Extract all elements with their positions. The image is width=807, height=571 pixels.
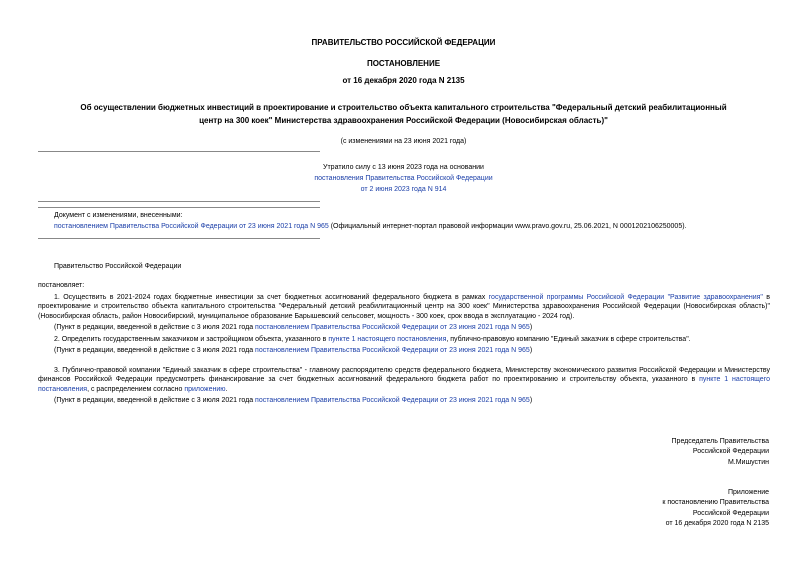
document-type: ПОСТАНОВЛЕНИЕ [366, 59, 441, 68]
revision-note-2: (Пункт в редакции, введенной в действие с 3 июля 2021 года постановлением Правительства Российской Федерации от 23 июня 2021 года N 965) [54, 347, 533, 354]
divider [38, 238, 320, 239]
divider [38, 201, 320, 202]
appendix-block [662, 488, 769, 529]
document-title-line2: центр на 300 коек" Министерства здравоохранения Российской Федерации (Новосибирская область)" [199, 116, 608, 125]
official-publication-source: (Официальный интернет-портал правовой информации www.pravo.gov.ru, 25.06.2021, N 0001202106250005). [328, 223, 687, 230]
appendix-date: от 16 декабря 2020 года N 2135 [665, 520, 769, 528]
revision-note-1: (Пункт в редакции, введенной в действие с 3 июля 2021 года постановлением Правительства Российской Федерации от 23 июня 2021 года N 965) [54, 324, 533, 331]
amendment-note: (с изменениями на 23 июня 2021 года) [340, 138, 467, 145]
document-date-number: от 16 декабря 2020 года N 2135 [342, 76, 465, 85]
revision-decree-link-1[interactable]: постановлением Правительства Российской Федерации от 23 июня 2021 года N 965 [255, 324, 530, 331]
signature-title: Председатель Правительства [671, 438, 769, 445]
health-program-link[interactable]: государственной программы Российской Федерации "Развитие здравоохранения" [488, 294, 763, 301]
paragraph-2: 2. Определить государственным заказчиком и застройщиком объекта, указанного в пункте 1 настоящего постановления, публично-правовую компанию "Единый заказчик в сфере строительства". [54, 336, 691, 343]
expired-decree-date-link[interactable]: от 2 июня 2023 года N 914 [360, 186, 447, 193]
document-title-line1: Об осуществлении бюджетных инвестиций в проектирование и строительство объекта капитального строительства "Федеральный детский реабилитационный [80, 103, 727, 112]
issuing-body: Правительство Российской Федерации [54, 263, 182, 270]
point-1-link-2[interactable]: пункте 1 настоящего постановления [38, 376, 770, 393]
expired-decree-link[interactable]: постановления Правительства Российской Федерации [314, 175, 493, 182]
signature-name: М.Мишустин [727, 458, 769, 466]
paragraph-1: 1. Осуществить в 2021-2024 годах бюджетные инвестиции за счет бюджетных ассигнований федерального бюджета в рамках государственной программы Российской Федерации "Развитие здравоохранения" в проектирование и строительство объекта капитального строительства "Федеральный детский реабилитационный центр на 300 коек" Министерства здравоохранения Российской Федерации (Новосибирская область)" (Новосибирская область, район Новосибирский, муниципальное образование Барышевский сельсовет, мощность - 300 коек, срок ввода в эксплуатацию - 2024 год). [38, 294, 770, 320]
decree-verb: постановляет: [38, 282, 85, 289]
point-1-link[interactable]: пункте 1 настоящего постановления [328, 336, 447, 343]
appendix-ref: к постановлению Правительства [662, 499, 769, 507]
amended-by-line [54, 222, 770, 231]
divider [38, 151, 320, 152]
amended-by-label: Документ с изменениями, внесенными: [54, 212, 183, 219]
divider [38, 207, 320, 208]
expired-note: Утратило силу с 13 июня 2023 года на основании [323, 164, 484, 171]
appendix-label: Приложение [727, 489, 769, 496]
appendix-country: Российской Федерации [692, 509, 769, 517]
government-heading: ПРАВИТЕЛЬСТВО РОССИЙСКОЙ ФЕДЕРАЦИИ [311, 38, 496, 47]
paragraph-3: 3. Публично-правовой компании "Единый заказчик в сфере строительства" - главному распорядителю средств федерального бюджета, Министерству экономического развития Российской Федерации и Министерству финансов Российской Федерации предусмотреть финансирование за счет бюджетных ассигнований федерального бюджета работ по проектированию и строительству объекта, указанного в пункте 1 настоящего постановления, с распределением согласно приложению. [38, 367, 770, 393]
signature-country: Российской Федерации [692, 448, 769, 456]
appendix-link[interactable]: приложению [184, 385, 226, 393]
signature-block [672, 437, 769, 467]
revision-decree-link-2[interactable]: постановлением Правительства Российской Федерации от 23 июня 2021 года N 965 [255, 347, 530, 354]
amending-decree-link[interactable]: постановлением Правительства Российской Федерации от 23 июня 2021 года N 965 [54, 223, 329, 230]
revision-note-3: (Пункт в редакции, введенной в действие с 3 июля 2021 года постановлением Правительства Российской Федерации от 23 июня 2021 года N 965) [54, 397, 533, 404]
revision-decree-link-3[interactable]: постановлением Правительства Российской Федерации от 23 июня 2021 года N 965 [255, 397, 530, 404]
